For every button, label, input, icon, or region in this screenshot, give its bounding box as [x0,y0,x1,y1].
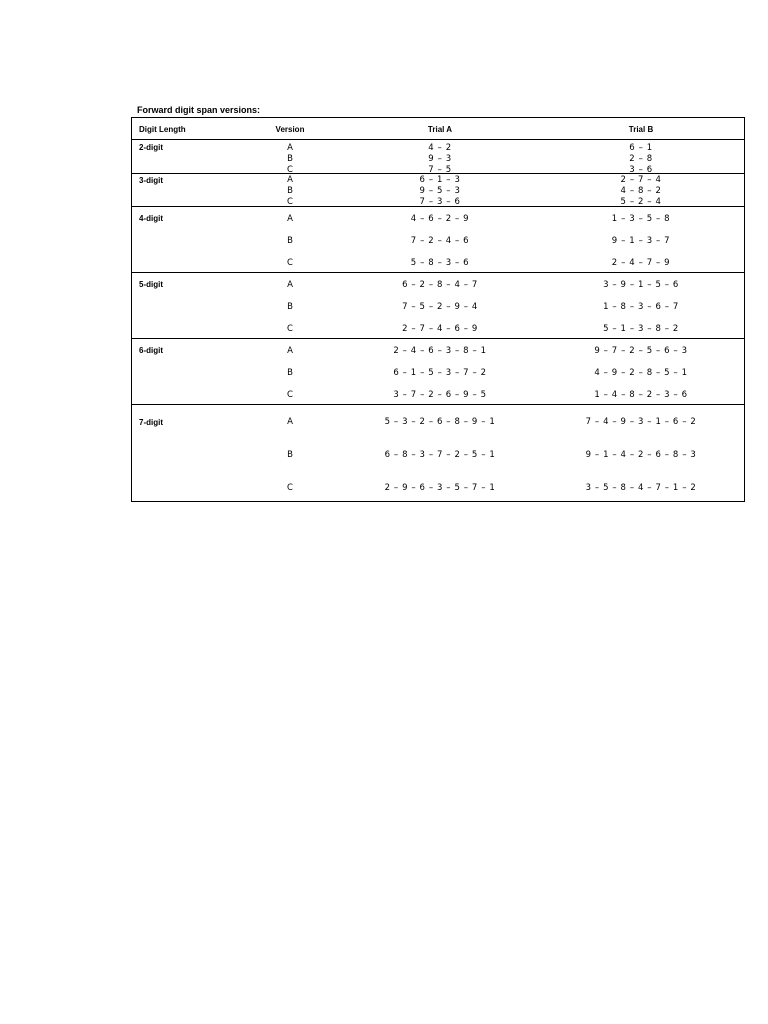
trial-a-cell: 2 – 4 – 6 – 3 – 8 – 1 [393,346,487,356]
header-trial-b: Trial B [628,125,654,134]
trial-a-cell: 3 – 7 – 2 – 6 – 9 – 5 [393,390,487,400]
table-group [132,273,744,339]
trial-a-cell: 7 – 5 – 2 – 9 – 4 [402,302,478,312]
digit-span-table [131,117,745,502]
trial-a-cell: 7 – 3 – 6 [419,197,461,207]
table-group [132,174,744,207]
version-cell: B [287,450,293,460]
trial-a-cell: 7 – 2 – 4 – 6 [410,236,470,246]
trial-b-cell: 3 – 6 [629,165,653,175]
trial-b-cell: 4 – 8 – 2 [620,186,662,196]
trial-b-cell: 3 – 5 – 8 – 4 – 7 – 1 – 2 [585,483,697,493]
trial-b-cell: 7 – 4 – 9 – 3 – 1 – 6 – 2 [585,417,697,427]
trial-b-cell: 2 – 7 – 4 [620,175,662,185]
trial-b-cell: 1 – 3 – 5 – 8 [611,214,671,224]
trial-b-cell: 5 – 2 – 4 [620,197,662,207]
trial-a-cell: 4 – 6 – 2 – 9 [410,214,470,224]
trial-b-cell: 6 – 1 [629,143,653,153]
document-title: Forward digit span versions: [137,105,261,115]
header-digit-length: Digit Length [139,125,186,134]
trial-b-cell: 2 – 4 – 7 – 9 [611,258,671,268]
digit-length-label: 3-digit [139,176,163,185]
trial-a-cell: 5 – 8 – 3 – 6 [410,258,470,268]
version-cell: A [287,143,293,153]
trial-b-cell: 1 – 8 – 3 – 6 – 7 [603,302,679,312]
version-cell: B [287,302,293,312]
table-group [132,339,744,405]
trial-b-cell: 3 – 9 – 1 – 5 – 6 [603,280,679,290]
version-cell: B [287,186,293,196]
digit-length-label: 5-digit [139,280,163,289]
version-cell: C [287,483,293,493]
version-cell: A [287,175,293,185]
version-cell: A [287,280,293,290]
version-cell: B [287,236,293,246]
version-cell: C [287,165,293,175]
trial-b-cell: 4 – 9 – 2 – 8 – 5 – 1 [594,368,688,378]
table-header-row [132,118,744,140]
table-group [132,140,744,174]
table-group [132,405,744,502]
trial-a-cell: 6 – 2 – 8 – 4 – 7 [402,280,478,290]
trial-b-cell: 9 – 1 – 4 – 2 – 6 – 8 – 3 [585,450,697,460]
table-group [132,207,744,273]
trial-b-cell: 2 – 8 [629,154,653,164]
digit-length-label: 7-digit [139,418,163,427]
trial-a-cell: 7 – 5 [428,165,452,175]
version-cell: C [287,258,293,268]
trial-a-cell: 2 – 7 – 4 – 6 – 9 [402,324,478,334]
digit-length-label: 4-digit [139,214,163,223]
version-cell: A [287,214,293,224]
trial-a-cell: 6 – 8 – 3 – 7 – 2 – 5 – 1 [384,450,496,460]
version-cell: C [287,324,293,334]
version-cell: B [287,368,293,378]
digit-length-label: 2-digit [139,143,163,152]
version-cell: B [287,154,293,164]
trial-b-cell: 5 – 1 – 3 – 8 – 2 [603,324,679,334]
header-version: Version [275,125,305,134]
trial-b-cell: 9 – 7 – 2 – 5 – 6 – 3 [594,346,688,356]
trial-a-cell: 2 – 9 – 6 – 3 – 5 – 7 – 1 [384,483,496,493]
digit-length-label: 6-digit [139,346,163,355]
header-trial-a: Trial A [427,125,453,134]
trial-b-cell: 9 – 1 – 3 – 7 [611,236,671,246]
trial-a-cell: 4 – 2 [428,143,452,153]
version-cell: A [287,417,293,427]
trial-a-cell: 5 – 3 – 2 – 6 – 8 – 9 – 1 [384,417,496,427]
trial-a-cell: 9 – 3 [428,154,452,164]
trial-a-cell: 6 – 1 – 3 [419,175,461,185]
version-cell: C [287,390,293,400]
version-cell: C [287,197,293,207]
trial-b-cell: 1 – 4 – 8 – 2 – 3 – 6 [594,390,688,400]
trial-a-cell: 6 – 1 – 5 – 3 – 7 – 2 [393,368,487,378]
version-cell: A [287,346,293,356]
trial-a-cell: 9 – 5 – 3 [419,186,461,196]
